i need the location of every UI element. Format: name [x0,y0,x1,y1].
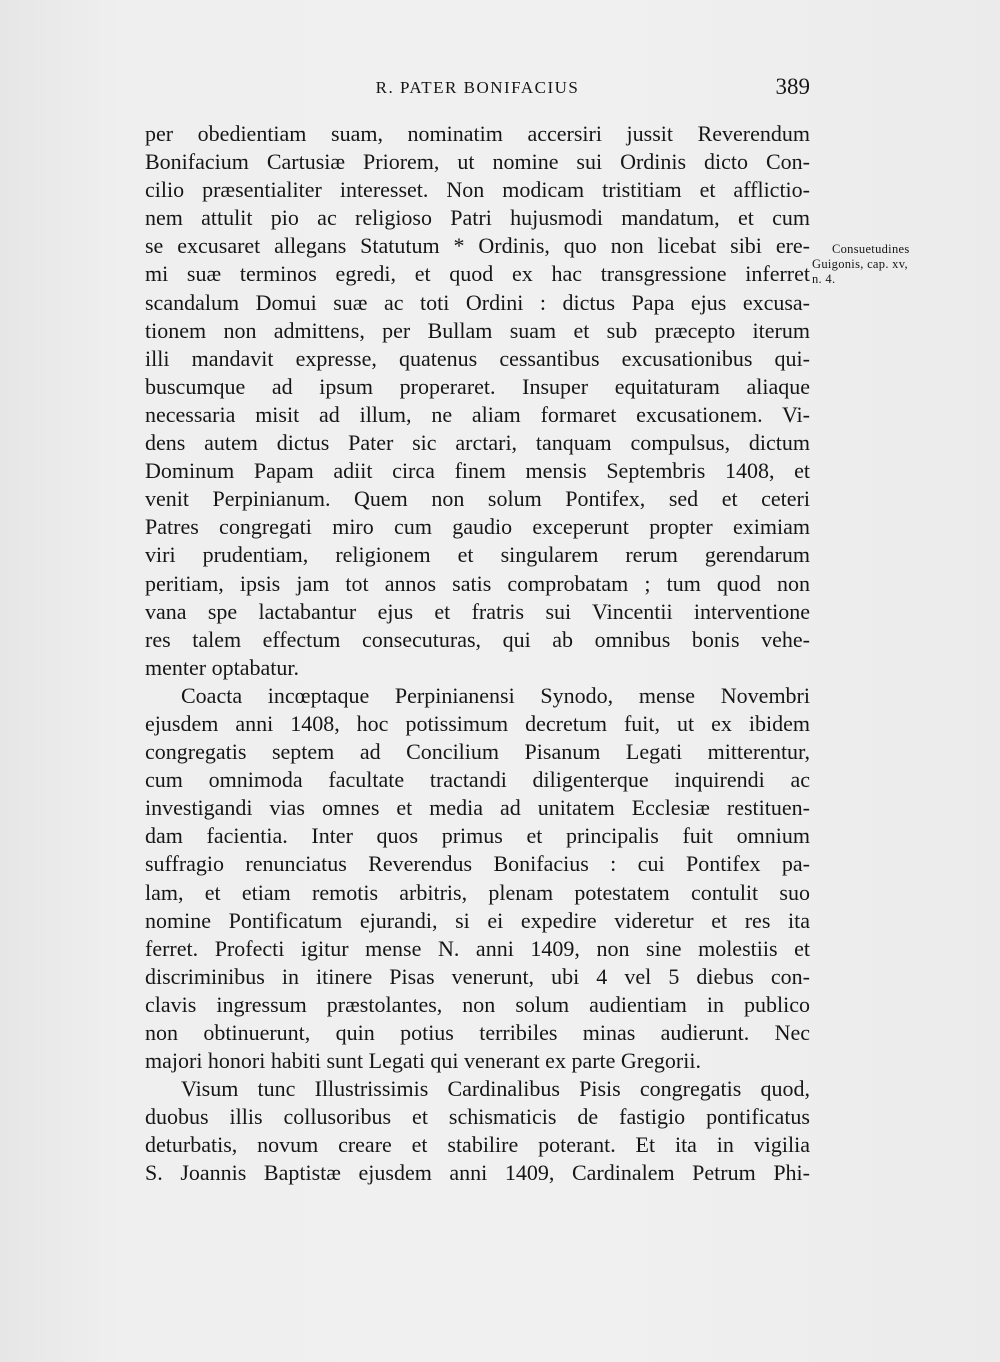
paragraph [145,682,810,1075]
margin-note-line: n. 4. [812,272,836,286]
text-line: Patres congregati miro cum gaudio exceperunt propter eximiam [145,514,810,540]
margin-note-line: Consuetudines [832,242,910,256]
running-title: R. PATER BONIFACIUS [375,78,580,97]
text-line: dam facientia. Inter quos primus et principalis fuit omnium [145,823,810,849]
text-line: per obedientiam suam, nominatim accersiri jussit Reverendum [145,121,810,146]
text-line: cum omnimoda facultate tractandi diligenterque inquirendi ac [145,767,810,793]
text-line: suffragio renunciatus Reverendus Bonifacius : cui Pontifex pa- [145,851,810,877]
text-line: viri prudentiam, religionem et singularem rerum gerendarum [145,542,810,568]
text-line: se excusaret allegans Statutum * Ordinis, quo non licebat sibi ere- [145,233,810,259]
text-line: Bonifacium Cartusiæ Priorem, ut nomine sui Ordinis dicto Con- [145,149,810,175]
text-line: Coacta incœptaque Perpinianensi Synodo, mense Novembri [181,682,810,708]
text-line: non obtinuerunt, quin potius terribiles minas audierunt. Nec [145,1020,810,1045]
text-line: Dominum Papam adiit circa finem mensis Septembris 1408, et [145,458,810,484]
text-line: tionem non admittens, per Bullam suam et sub præcepto iterum [145,317,810,343]
text-line: congregatis septem ad Concilium Pisanum Legati mitterentur, [145,739,810,765]
text-line: nem attulit pio ac religioso Patri hujusmodi mandatum, et cum [145,205,810,231]
text-line: mi suæ terminos egredi, et quod ex hac transgressione inferret [145,261,810,287]
text-line: deturbatis, novum creare et stabilire poterant. Et ita in vigilia [145,1132,810,1158]
text-line: peritiam, ipsis jam tot annos satis comprobatam ; tum quod non [145,570,810,596]
text-line: discriminibus in itinere Pisas venerunt, ubi 4 vel 5 diebus con- [145,963,810,989]
text-line: S. Joannis Baptistæ ejusdem anni 1409, Cardinalem Petrum Phi- [145,1160,810,1186]
text-line: buscumque ad ipsum properaret. Insuper equitaturam aliaque [145,373,810,399]
paragraph [145,1075,810,1187]
text-line: investigandi vias omnes et media ad unitatem Ecclesiæ restituen- [145,795,810,821]
text-line: cilio præsentialiter interesset. Non modicam tristitiam et afflictio- [145,177,810,203]
text-line: necessaria misit ad illum, ne aliam formaret excusationem. Vi- [145,401,810,427]
text-line: venit Perpinianum. Quem non solum Pontifex, sed et ceteri [145,486,810,512]
running-head [145,74,810,104]
text-line: res talem effectum consecuturas, qui ab omnibus bonis vehe- [145,626,810,652]
text-line: menter optabatur. [145,654,299,680]
text-line: ejusdem anni 1408, hoc potissimum decretum fuit, ut ex ibidem [145,710,810,736]
text-line: lam, et etiam remotis arbitris, plenam potestatem contulit suo [145,879,810,905]
text-line: vana spe lactabantur ejus et fratris sui Vincentii interventione [145,598,810,624]
paragraph [145,120,810,682]
text-line: ferret. Profecti igitur mense N. anni 1409, non sine molestiis et [145,935,810,961]
margin-note-line: Guigonis, cap. xv, [812,257,908,271]
body-text [145,120,810,1188]
text-line: clavis ingressum præstolantes, non solum audientiam in publico [145,991,810,1017]
text-line: scandalum Domui suæ ac toti Ordini : dictus Papa ejus excusa- [145,289,810,315]
text-line: dens autem dictus Pater sic arctari, tanquam compulsus, dictum [145,430,810,456]
page-number: 389 [775,74,810,99]
text-line: duobus illis collusoribus et schismaticis de fastigio pontificatus [145,1104,810,1130]
text-line: Visum tunc Illustrissimis Cardinalibus Pisis congregatis quod, [181,1076,810,1102]
text-line: nomine Pontificatum ejurandi, si ei expedire videretur et res ita [145,907,810,933]
text-line: majori honori habiti sunt Legati qui venerant ex parte Gregorii. [145,1048,701,1074]
text-line: illi mandavit expresse, quatenus cessantibus excusationibus qui- [145,345,810,371]
margin-note [812,242,962,287]
